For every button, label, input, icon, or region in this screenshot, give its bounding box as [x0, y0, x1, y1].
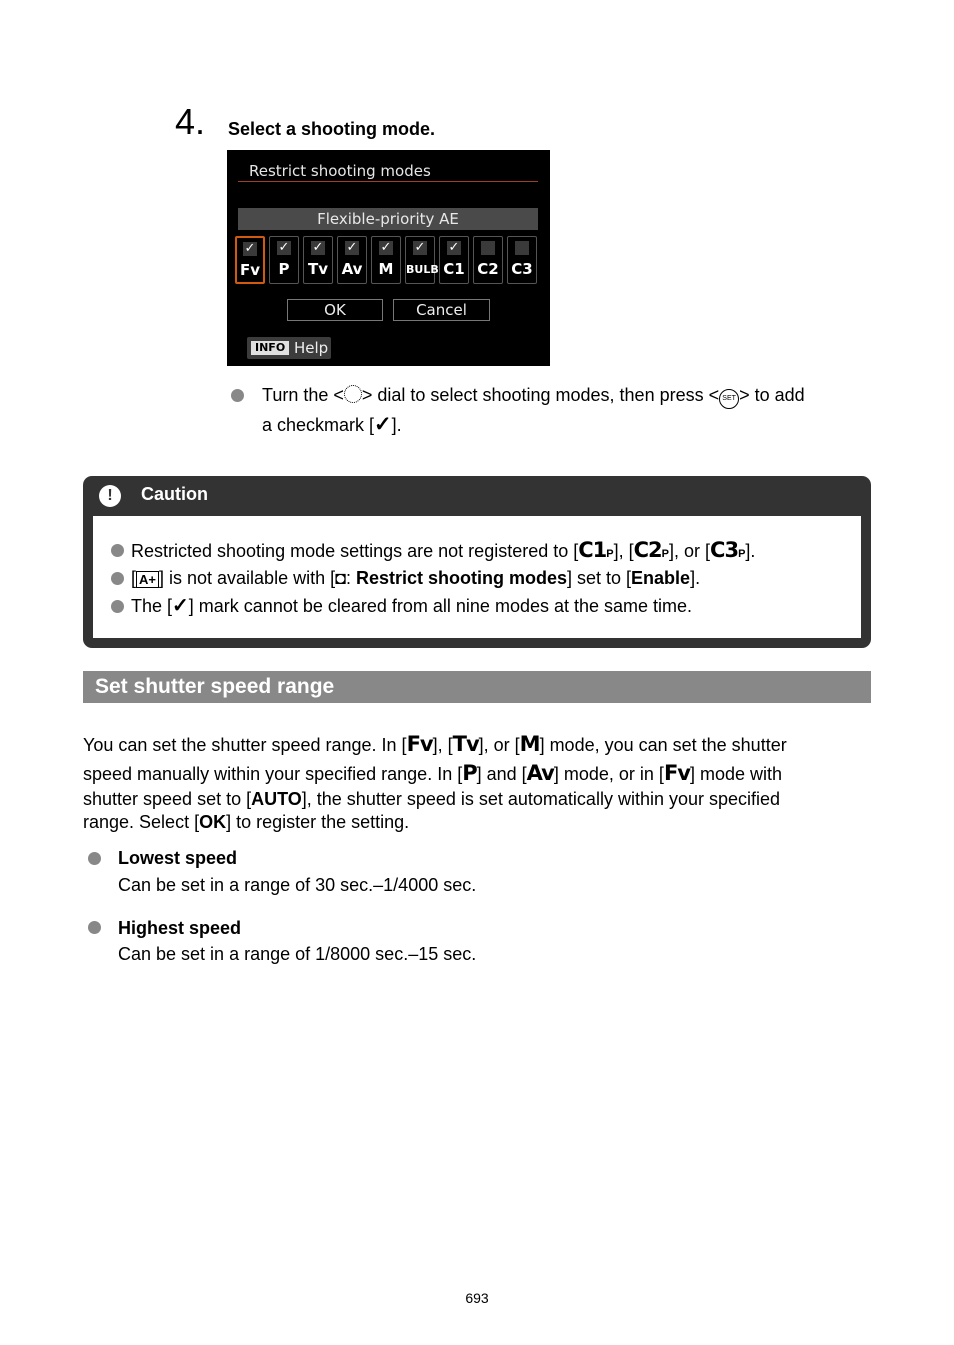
text-run: shutter speed set to [	[83, 789, 252, 809]
text-run: Restrict shooting modes	[355, 568, 568, 588]
text-run: ].	[690, 568, 701, 588]
set-button-icon: SET	[719, 389, 739, 409]
checkbox-icon: ✓	[278, 240, 290, 255]
shooting-menu-icon: ◘	[335, 568, 346, 588]
info-icon: INFO	[251, 341, 289, 355]
text-run: ], or [	[669, 541, 711, 561]
mode-label: C1	[443, 260, 465, 278]
text-run: ], [	[613, 541, 634, 561]
ok-button[interactable]: OK	[287, 299, 383, 321]
screen-title: Restrict shooting modes	[249, 162, 431, 180]
text-run: You can set the shutter speed range. In [	[83, 735, 407, 755]
text-run: speed manually within your specified range. In [	[83, 764, 463, 784]
text-run: Restricted shooting mode settings are not registered to [	[131, 541, 579, 561]
mode-label: C2	[477, 260, 499, 278]
step-number: 4.	[175, 101, 206, 142]
text-run: ] is not available with [	[159, 568, 336, 588]
mode-label: Tv	[307, 260, 328, 278]
text-run: :	[345, 568, 356, 588]
bullet-icon	[111, 544, 124, 557]
text-run: ] mode with	[689, 764, 783, 784]
scene-intelligent-auto-icon: A+	[136, 571, 159, 588]
fv-icon: Fv	[406, 732, 433, 756]
item-desc: Can be set in a range of 1/8000 sec.–15 sec.	[118, 944, 477, 964]
mode-c1[interactable]	[439, 236, 469, 284]
checkbox-icon	[481, 241, 495, 255]
mode-label: BULB	[406, 263, 439, 276]
text-run: ] and [	[476, 764, 527, 784]
bullet-icon	[111, 572, 124, 585]
p-icon: P	[462, 761, 477, 785]
mode-label: Av	[341, 260, 363, 278]
bullet-icon	[88, 921, 101, 934]
program-sub-icon: P	[738, 548, 746, 560]
text-run: [	[131, 568, 137, 588]
caution-line-1	[131, 539, 755, 565]
text-run: ], the shutter speed is set automatically within your specified	[301, 789, 781, 809]
camera-screen	[227, 150, 550, 366]
text-run: > dial to select shooting modes, then press <	[361, 385, 720, 405]
checkbox-icon: ✓	[244, 241, 256, 256]
text-run: ] set to [	[567, 568, 632, 588]
checkbox-icon: ✓	[380, 240, 392, 255]
instruction-text	[262, 381, 882, 440]
body-line	[83, 811, 873, 834]
item-term: Highest speed	[118, 918, 242, 938]
m-icon: M	[519, 732, 540, 756]
mode-p[interactable]	[269, 236, 299, 284]
item-desc: Can be set in a range of 30 sec.–1/4000 sec.	[118, 875, 477, 895]
c3-icon: C3	[710, 538, 739, 562]
text-run: a checkmark [	[262, 415, 375, 435]
cancel-button[interactable]: Cancel	[393, 299, 490, 321]
mode-c3[interactable]	[507, 236, 537, 284]
section-title: Set shutter speed range	[83, 671, 871, 703]
mode-bulb[interactable]	[405, 236, 439, 284]
dial-icon	[344, 385, 362, 403]
checkbox-icon: ✓	[346, 240, 358, 255]
item-term: Lowest speed	[118, 848, 238, 868]
c1-icon: C1	[578, 538, 607, 562]
page-number: 693	[465, 1290, 489, 1306]
program-sub-icon: P	[606, 548, 614, 560]
text-run: > to add	[739, 385, 805, 405]
text-run: ].	[391, 415, 402, 435]
bullet-icon	[231, 389, 244, 402]
caution-body	[93, 516, 861, 638]
body-line	[83, 760, 873, 788]
fv-icon: Fv	[663, 761, 690, 785]
caution-icon: !	[99, 485, 121, 507]
text-run: OK	[199, 812, 227, 832]
text-run: ], [	[432, 735, 453, 755]
section-body	[83, 730, 873, 834]
mode-label: M	[378, 260, 394, 278]
checkbox-icon: ✓	[312, 240, 324, 255]
mode-m[interactable]	[371, 236, 401, 284]
help-button[interactable]	[247, 337, 331, 359]
mode-label: C3	[511, 260, 533, 278]
checkbox-icon	[515, 241, 529, 255]
program-sub-icon: P	[661, 548, 670, 560]
body-line	[83, 788, 873, 811]
text-run: Turn the <	[262, 385, 344, 405]
caution-line-3	[131, 595, 692, 617]
mode-label: P	[278, 260, 290, 278]
checkmark-icon: ✓	[172, 595, 189, 617]
mode-av[interactable]	[337, 236, 367, 284]
tv-icon: Tv	[452, 732, 479, 756]
c2-icon: C2	[633, 538, 662, 562]
text-run: ], or [	[478, 735, 520, 755]
step-title: Select a shooting mode.	[228, 119, 436, 139]
text-run: AUTO	[251, 789, 302, 809]
body-line	[83, 730, 873, 760]
text-run: ].	[745, 541, 756, 561]
mode-tv[interactable]	[303, 236, 333, 284]
checkmark-icon: ✓	[374, 413, 392, 436]
mode-c2[interactable]	[473, 236, 503, 284]
text-run: The [	[131, 596, 173, 616]
mode-fv[interactable]	[235, 236, 265, 284]
av-icon: Av	[526, 761, 554, 785]
caution-title: Caution	[141, 484, 208, 504]
caution-box	[83, 476, 871, 648]
bullet-icon	[111, 600, 124, 613]
checkbox-icon: ✓	[448, 240, 460, 255]
screen-title-divider	[238, 181, 538, 182]
text-run: ] mode, you can set the shutter	[539, 735, 787, 755]
selected-mode-name: Flexible-priority AE	[238, 208, 538, 230]
text-run: ] to register the setting.	[226, 812, 410, 832]
mode-label: Fv	[239, 261, 261, 279]
checkbox-icon: ✓	[414, 240, 426, 255]
text-run: ] mode, or in [	[553, 764, 664, 784]
help-label: Help	[294, 339, 329, 357]
caution-line-2	[131, 567, 700, 591]
bullet-icon	[88, 852, 101, 865]
text-run: ] mark cannot be cleared from all nine modes at the same time.	[188, 596, 693, 616]
text-run: range. Select [	[83, 812, 200, 832]
text-run: Enable	[631, 568, 691, 588]
